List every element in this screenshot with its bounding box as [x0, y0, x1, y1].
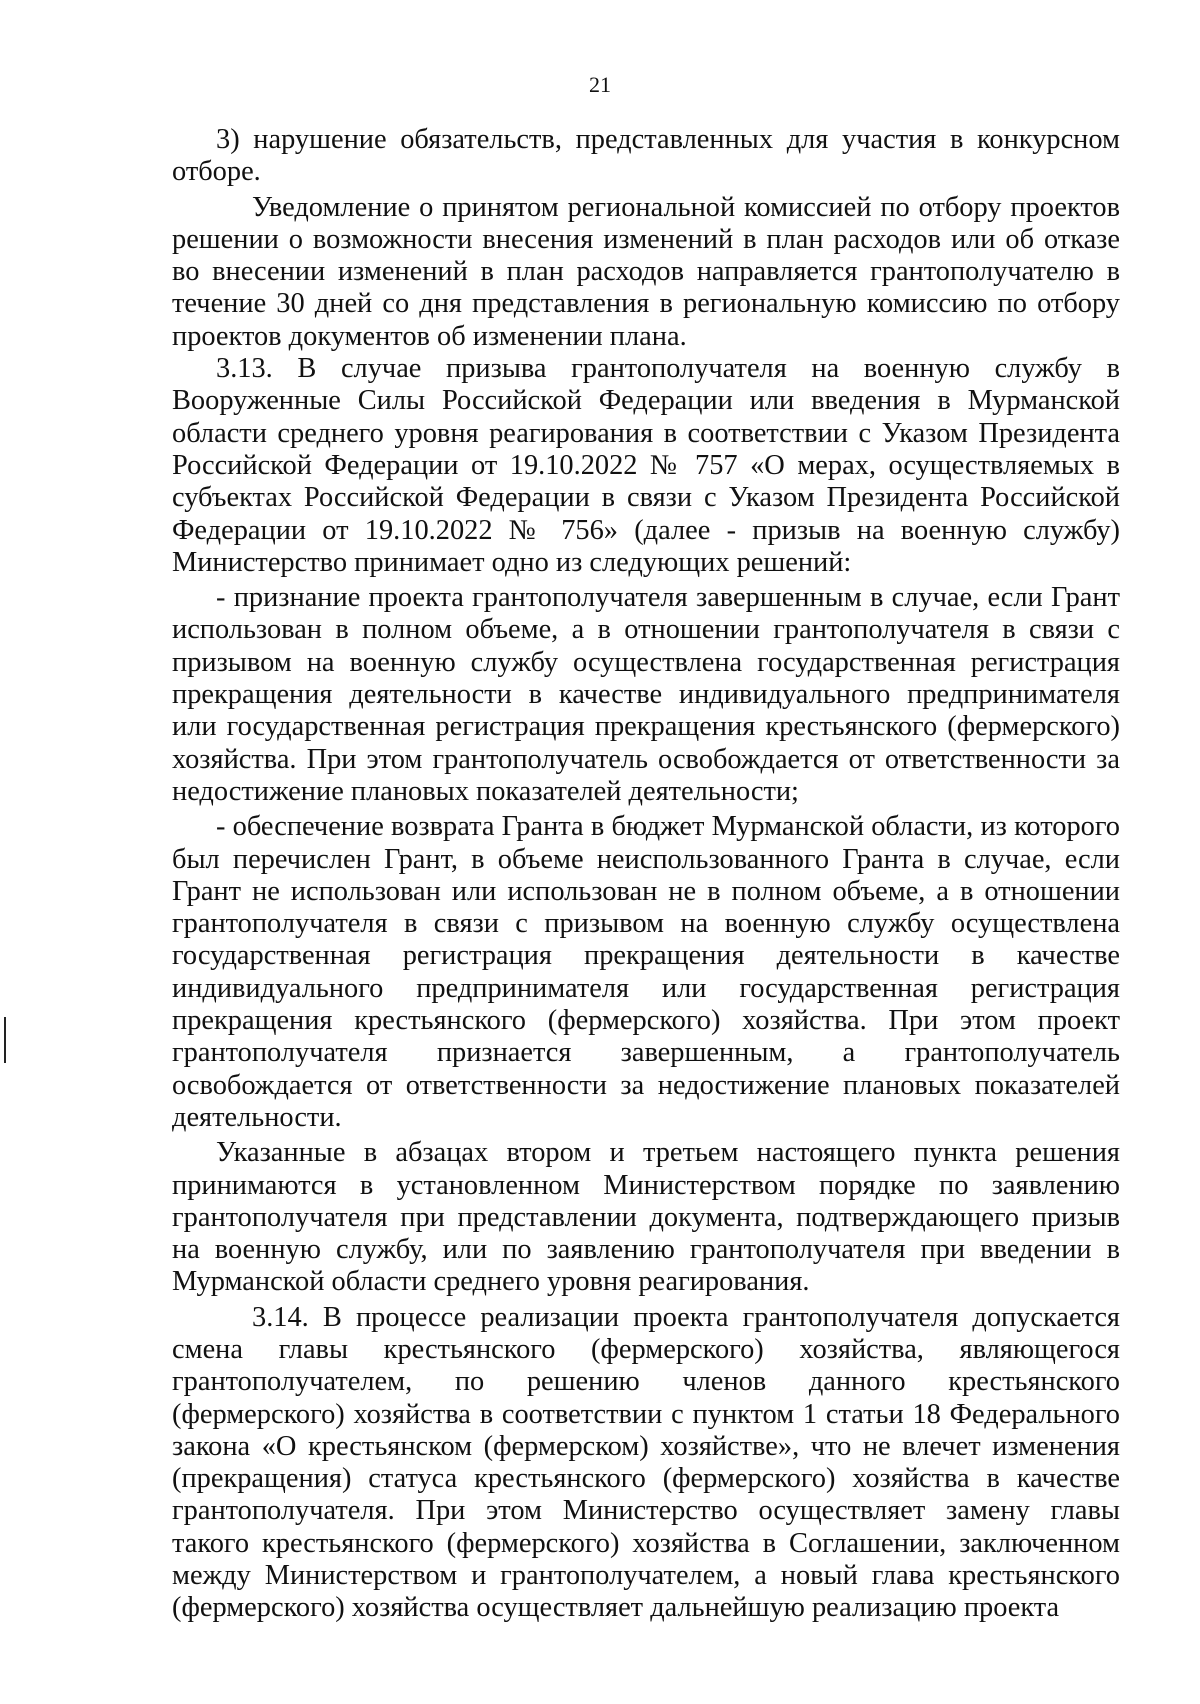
paragraph-clause-3: 3) нарушение обязательств, представленных для участия в конкурсном отборе. — [172, 124, 1120, 188]
paragraph-decision-refund: - обеспечение возврата Гранта в бюджет Мурманской области, из которого был перечислен Грант, в объеме неиспользованного Гранта в случае, если Грант не использован или использован не в полном объеме, а в отношении грантополучателя в связи с призывом на военную службу осуществлена государственная регистрация прекращения деятельности в качестве индивидуального предпринимателя или государственная регистрация прекращения крестьянского (фермерского) хозяйства. При этом проект грантополучателя признается завершенным, а грантополучатель освобождается от ответственности за недостижение плановых показателей деятельности. — [172, 811, 1120, 1133]
page-number: 21 — [589, 72, 611, 97]
scan-margin-mark — [4, 1017, 6, 1063]
paragraph-section-3-14: 3.14. В процессе реализации проекта грантополучателя допускается смена главы крестьянского (фермерского) хозяйства, являющегося грантополучателем, по решению членов данного крестьянского (фермерского) хозяйства в соответствии с пунктом 1 статьи 18 Федерального закона «О крестьянском (фермерском) хозяйстве», что не влечет изменения (прекращения) статуса крестьянского (фермерского) хозяйства в качестве грантополучателя. При этом Министерство осуществляет замену главы такого крестьянского (фермерского) хозяйства в Соглашении, заключенном между Министерством и грантополучателем, а новый глава крестьянского (фермерского) хозяйства осуществляет дальнейшую реализацию проекта — [172, 1301, 1120, 1624]
paragraph-section-3-13: 3.13. В случае призыва грантополучателя на военную службу в Вооруженные Силы Российской Федерации или введения в Мурманской области среднего уровня реагирования в соответствии с Указом Президента Российской Федерации от 19.10.2022 № 757 «О мерах, осуществляемых в субъектах Российской Федерации в связи с Указом Президента Российской Федерации от 19.10.2022 № 756» (далее - призыв на военную службу) Министерство принимает одно из следующих решений: — [172, 353, 1120, 578]
paragraph-decision-procedure: Указанные в абзацах втором и третьем настоящего пункта решения принимаются в установленном Министерством порядке по заявлению грантополучателя при представлении документа, подтверждающего призыв на военную службу, или по заявлению грантополучателя при введении в Мурманской области среднего уровня реагирования. — [172, 1137, 1120, 1298]
document-body — [172, 124, 1120, 1625]
paragraph-notification: Уведомление о принятом региональной комиссией по отбору проектов решении о возможности внесения изменений в план расходов или об отказе во внесении изменений в план расходов направляется грантополучателю в течение 30 дней со дня представления в региональную комиссию по отбору проектов документов об изменении плана. — [172, 191, 1120, 352]
paragraph-decision-completed: - признание проекта грантополучателя завершенным в случае, если Грант использован в полном объеме, а в отношении грантополучателя в связи с призывом на военную службу осуществлена государственная регистрация прекращения деятельности в качестве индивидуального предпринимателя или государственная регистрация прекращения крестьянского (фермерского) хозяйства. При этом грантополучатель освобождается от ответственности за недостижение плановых показателей деятельности; — [172, 582, 1120, 807]
